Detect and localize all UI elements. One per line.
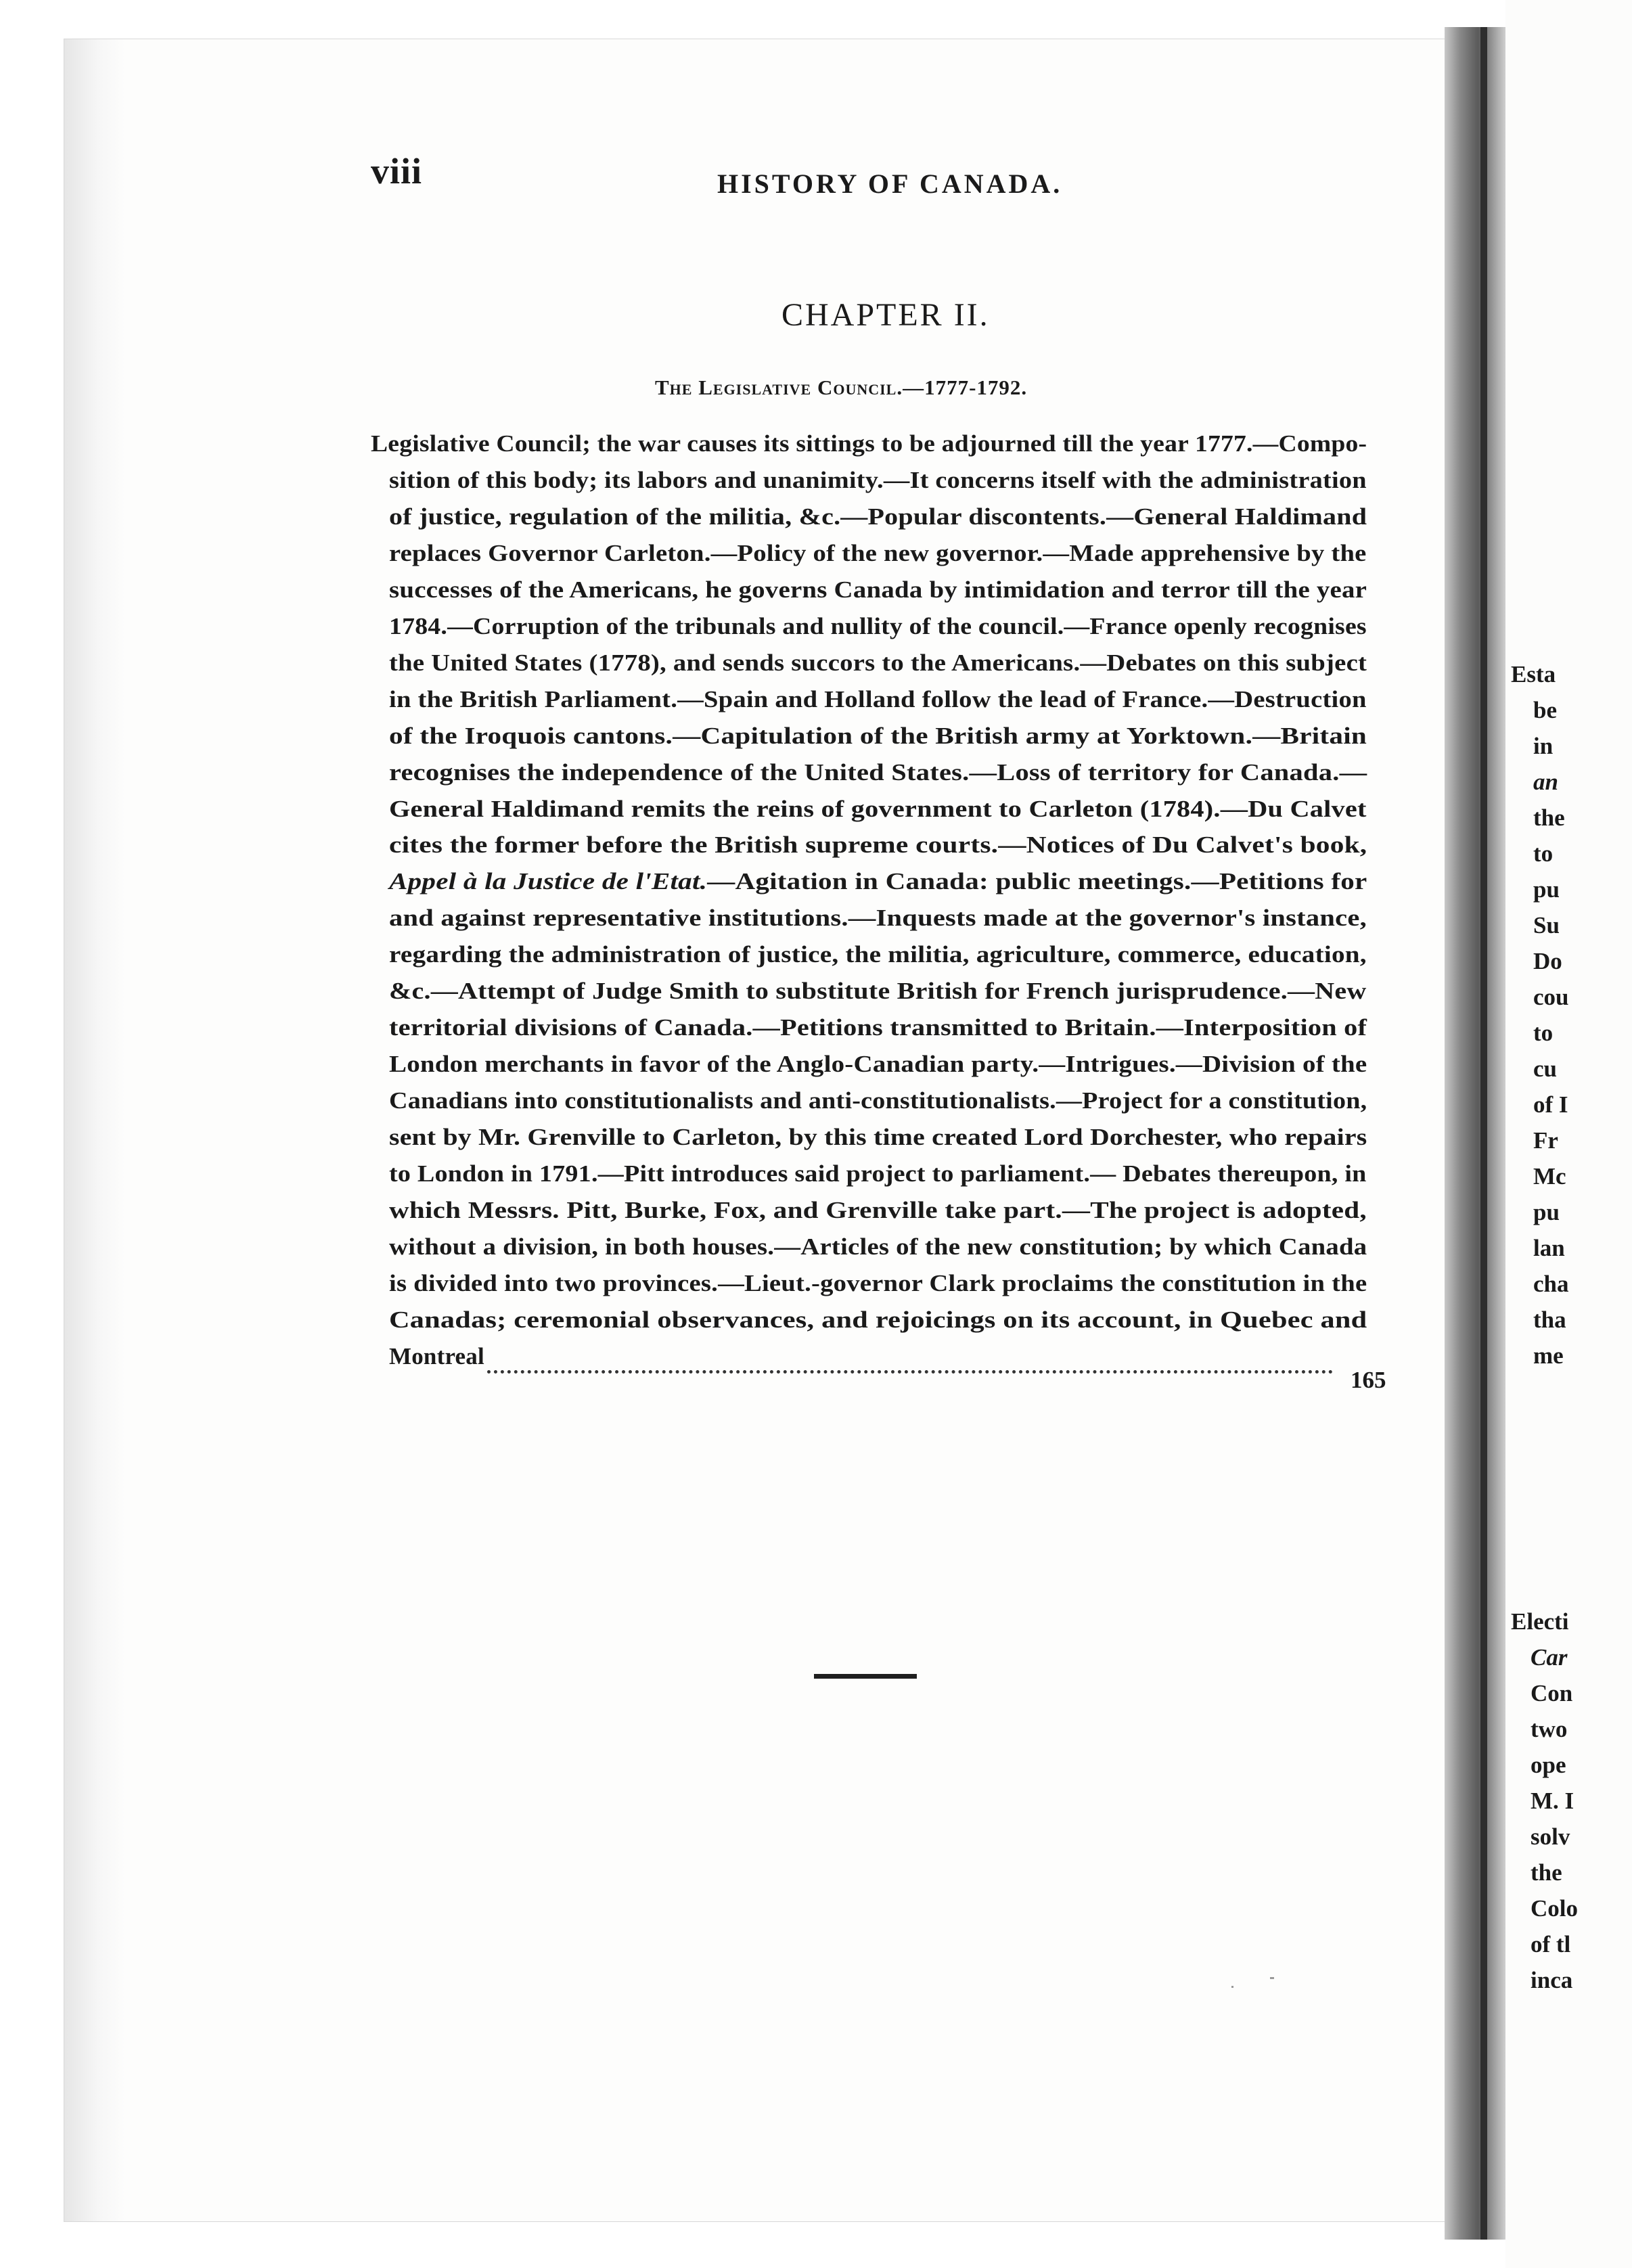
right-page-word-fragment: cha xyxy=(1533,1271,1569,1297)
synopsis-line-rest: —Agitation in Canada: public meetings.—Petitions for xyxy=(707,868,1367,895)
synopsis-line: which Messrs. Pitt, Burke, Fox, and Grenville take part.—The project is adopted, xyxy=(389,1196,1367,1223)
synopsis-line: sition of this body; its labors and unanimity.—It concerns itself with the administration xyxy=(389,466,1367,493)
right-page-word-fragment: pu xyxy=(1533,876,1560,903)
synopsis-line: &c.—Attempt of Judge Smith to substitute British for French jurisprudence.—New xyxy=(389,978,1367,1005)
synopsis-line: of justice, regulation of the militia, &c.—Popular discontents.—General Haldimand xyxy=(389,503,1367,530)
right-page-word-fragment: the xyxy=(1531,1859,1562,1886)
synopsis-line: Legislative Council; the war causes its sittings to be adjourned till the year 1777.—Compo- xyxy=(371,430,1367,457)
book-title-italic: Appel à la Justice de l'Etat. xyxy=(389,868,708,895)
right-page-word-fragment: Car xyxy=(1531,1644,1568,1671)
synopsis-line: 1784.—Corruption of the tribunals and nullity of the council.—France openly recognises xyxy=(389,612,1367,639)
synopsis-line: the United States (1778), and sends succors to the Americans.—Debates on this subject xyxy=(389,649,1367,676)
synopsis-line: of the Iroquois cantons.—Capitulation of the British army at Yorktown.—Britain xyxy=(389,722,1367,749)
right-page-word-fragment: Do xyxy=(1533,948,1562,974)
synopsis-line: in the British Parliament.—Spain and Holland follow the lead of France.—Destruction xyxy=(389,685,1367,712)
right-page-word-fragment: two xyxy=(1531,1716,1568,1742)
running-head: HISTORY OF CANADA. xyxy=(717,168,1063,199)
right-page-word-fragment: tha xyxy=(1533,1307,1566,1333)
synopsis-line: Canadians into constitutionalists and anti-constitutionalists.—Project for a constitution, xyxy=(389,1087,1367,1114)
page-edge-shading xyxy=(64,39,125,2221)
book-gutter xyxy=(1445,27,1505,2240)
right-page-word-fragment: be xyxy=(1533,697,1557,723)
synopsis-line: sent by Mr. Grenville to Carleton, by this time created Lord Dorchester, who repairs xyxy=(389,1124,1367,1151)
page-reference: 165 xyxy=(1351,1367,1386,1393)
right-page-word-fragment: ope xyxy=(1531,1752,1566,1778)
right-page-word-fragment: in xyxy=(1533,733,1554,759)
page-folio: viii xyxy=(371,151,423,191)
right-page-word-fragment: to xyxy=(1533,840,1554,867)
right-page-word-fragment: an xyxy=(1533,769,1558,795)
right-page-word-fragment: of I xyxy=(1533,1091,1568,1118)
chapter-title: CHAPTER II. xyxy=(781,297,990,333)
right-page-word-fragment: Esta xyxy=(1511,661,1556,687)
scan-speck xyxy=(1231,1986,1233,1988)
right-page-word-fragment: pu xyxy=(1533,1199,1560,1225)
right-page-word-fragment: Electi xyxy=(1511,1608,1569,1635)
right-page-word-fragment: inca xyxy=(1531,1967,1573,1993)
synopsis-line: General Haldimand remits the reins of government to Carleton (1784).—Du Calvet xyxy=(389,795,1367,822)
right-page-word-fragment: of tl xyxy=(1531,1931,1571,1957)
right-page-word-fragment: lan xyxy=(1533,1235,1565,1261)
right-page-word-fragment: Fr xyxy=(1533,1127,1558,1154)
synopsis-line: territorial divisions of Canada.—Petitions transmitted to Britain.—Interposition of xyxy=(389,1014,1367,1041)
synopsis-line-with-book-title xyxy=(389,868,1367,895)
scan-speck xyxy=(1270,1977,1274,1979)
synopsis-last-line: Montreal xyxy=(389,1342,484,1369)
synopsis-line: replaces Governor Carleton.—Policy of the new governor.—Made apprehensive by the xyxy=(389,539,1367,566)
right-page-word-fragment: cu xyxy=(1533,1056,1557,1082)
synopsis-line: London merchants in favor of the Anglo-Canadian party.—Intrigues.—Division of the xyxy=(389,1051,1367,1078)
right-page-word-fragment: Mc xyxy=(1533,1163,1566,1189)
synopsis-line: cites the former before the British supreme courts.—Notices of Du Calvet's book, xyxy=(389,832,1367,859)
right-page-word-fragment: M. I xyxy=(1531,1788,1574,1814)
right-page-word-fragment: solv xyxy=(1531,1823,1570,1850)
right-page-word-fragment: to xyxy=(1533,1020,1554,1046)
gutter-shadow-line xyxy=(1480,27,1487,2240)
synopsis-line: regarding the administration of justice, the militia, agriculture, commerce, education, xyxy=(389,941,1367,968)
right-page-word-fragment: Con xyxy=(1531,1680,1573,1706)
right-page-word-fragment: Su xyxy=(1533,912,1560,938)
right-page-word-fragment: Colo xyxy=(1531,1895,1578,1922)
synopsis-line: without a division, in both houses.—Articles of the new constitution; by which Canada xyxy=(389,1233,1367,1260)
right-page-word-fragment: cou xyxy=(1533,984,1569,1010)
synopsis-line: successes of the Americans, he governs Canada by intimidation and terror till the year xyxy=(389,576,1367,603)
right-page-fragment xyxy=(1505,0,1632,2268)
synopsis-line: recognises the independence of the United States.—Loss of territory for Canada.— xyxy=(389,758,1367,786)
dot-leader xyxy=(487,1370,1333,1374)
synopsis-line: is divided into two provinces.—Lieut.-governor Clark proclaims the constitution in the xyxy=(389,1269,1367,1296)
right-page-word-fragment: me xyxy=(1533,1342,1564,1369)
chapter-subtitle: The Legislative Council.—1777-1792. xyxy=(655,376,1028,399)
right-page-word-fragment: the xyxy=(1533,804,1565,831)
synopsis-line: to London in 1791.—Pitt introduces said project to parliament.— Debates thereupon, in xyxy=(389,1160,1367,1187)
synopsis-line: Canadas; ceremonial observances, and rejoicings on its account, in Quebec and xyxy=(389,1306,1367,1333)
section-rule xyxy=(814,1674,917,1679)
synopsis-line: and against representative institutions.—Inquests made at the governor's instance, xyxy=(389,905,1367,932)
